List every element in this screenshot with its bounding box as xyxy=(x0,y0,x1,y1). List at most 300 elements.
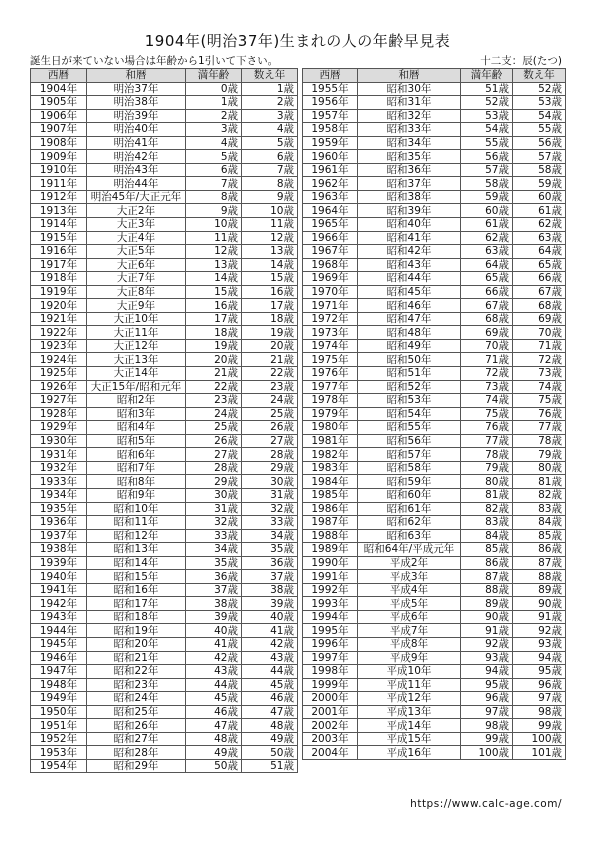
cell-japanese-era: 明治45年/大正元年 xyxy=(87,190,186,204)
cell-counted-age: 28歳 xyxy=(242,448,298,462)
cell-counted-age: 81歳 xyxy=(513,475,566,489)
cell-full-age: 47歳 xyxy=(186,719,242,733)
page-title: 1904年(明治37年)生まれの人の年齢早見表 xyxy=(144,32,451,50)
cell-japanese-era: 大正7年 xyxy=(87,272,186,286)
cell-japanese-era: 昭和28年 xyxy=(87,746,186,760)
table-row xyxy=(303,651,566,665)
cell-japanese-era: 昭和55年 xyxy=(358,421,461,435)
cell-japanese-era: 昭和39年 xyxy=(358,204,461,218)
cell-western-year: 1950年 xyxy=(31,705,87,719)
cell-full-age: 98歳 xyxy=(461,719,513,733)
cell-counted-age: 66歳 xyxy=(513,272,566,286)
cell-counted-age: 36歳 xyxy=(242,556,298,570)
cell-japanese-era: 昭和49年 xyxy=(358,339,461,353)
zodiac-label: 十二支：辰(たつ) xyxy=(480,55,562,67)
table-row xyxy=(31,96,298,110)
cell-western-year: 1984年 xyxy=(303,475,358,489)
cell-western-year: 2001年 xyxy=(303,705,358,719)
table-row xyxy=(31,502,298,516)
cell-full-age: 81歳 xyxy=(461,488,513,502)
cell-counted-age: 54歳 xyxy=(513,109,566,123)
cell-full-age: 63歳 xyxy=(461,245,513,259)
table-row xyxy=(303,502,566,516)
cell-full-age: 36歳 xyxy=(186,570,242,584)
cell-japanese-era: 昭和6年 xyxy=(87,448,186,462)
table-row xyxy=(31,543,298,557)
cell-western-year: 1958年 xyxy=(303,123,358,137)
cell-japanese-era: 昭和34年 xyxy=(358,136,461,150)
cell-japanese-era: 昭和22年 xyxy=(87,665,186,679)
table-row xyxy=(31,136,298,150)
cell-japanese-era: 昭和51年 xyxy=(358,367,461,381)
cell-counted-age: 12歳 xyxy=(242,231,298,245)
cell-japanese-era: 平成2年 xyxy=(358,556,461,570)
cell-full-age: 58歳 xyxy=(461,177,513,191)
cell-japanese-era: 昭和42年 xyxy=(358,245,461,259)
cell-japanese-era: 昭和25年 xyxy=(87,705,186,719)
cell-counted-age: 61歳 xyxy=(513,204,566,218)
cell-japanese-era: 昭和9年 xyxy=(87,488,186,502)
cell-full-age: 21歳 xyxy=(186,367,242,381)
cell-japanese-era: 平成8年 xyxy=(358,637,461,651)
cell-counted-age: 65歳 xyxy=(513,258,566,272)
cell-full-age: 76歳 xyxy=(461,421,513,435)
cell-counted-age: 75歳 xyxy=(513,394,566,408)
table-row xyxy=(303,610,566,624)
cell-japanese-era: 昭和59年 xyxy=(358,475,461,489)
cell-western-year: 1935年 xyxy=(31,502,87,516)
cell-western-year: 1989年 xyxy=(303,543,358,557)
header-counted-age: 数え年 xyxy=(513,69,566,83)
cell-full-age: 54歳 xyxy=(461,123,513,137)
cell-counted-age: 94歳 xyxy=(513,651,566,665)
table-row xyxy=(303,624,566,638)
cell-japanese-era: 昭和30年 xyxy=(358,82,461,96)
table-row xyxy=(31,583,298,597)
cell-full-age: 24歳 xyxy=(186,407,242,421)
cell-counted-age: 77歳 xyxy=(513,421,566,435)
cell-full-age: 75歳 xyxy=(461,407,513,421)
cell-western-year: 1947年 xyxy=(31,665,87,679)
cell-full-age: 12歳 xyxy=(186,245,242,259)
cell-counted-age: 86歳 xyxy=(513,543,566,557)
cell-full-age: 60歳 xyxy=(461,204,513,218)
cell-counted-age: 51歳 xyxy=(242,759,298,773)
cell-full-age: 55歳 xyxy=(461,136,513,150)
cell-full-age: 29歳 xyxy=(186,475,242,489)
header-western-year: 西暦 xyxy=(31,69,87,83)
header-japanese-era: 和暦 xyxy=(358,69,461,83)
cell-western-year: 1920年 xyxy=(31,299,87,313)
cell-full-age: 83歳 xyxy=(461,516,513,530)
cell-japanese-era: 昭和35年 xyxy=(358,150,461,164)
cell-western-year: 1922年 xyxy=(31,326,87,340)
cell-counted-age: 95歳 xyxy=(513,665,566,679)
table-row xyxy=(303,231,566,245)
cell-western-year: 1972年 xyxy=(303,312,358,326)
table-row xyxy=(31,285,298,299)
cell-counted-age: 46歳 xyxy=(242,692,298,706)
cell-counted-age: 26歳 xyxy=(242,421,298,435)
cell-western-year: 1906年 xyxy=(31,109,87,123)
cell-western-year: 1917年 xyxy=(31,258,87,272)
cell-full-age: 41歳 xyxy=(186,637,242,651)
cell-counted-age: 72歳 xyxy=(513,353,566,367)
cell-counted-age: 7歳 xyxy=(242,163,298,177)
cell-full-age: 99歳 xyxy=(461,732,513,746)
cell-counted-age: 30歳 xyxy=(242,475,298,489)
table-row xyxy=(31,367,298,381)
cell-counted-age: 53歳 xyxy=(513,96,566,110)
cell-counted-age: 2歳 xyxy=(242,96,298,110)
cell-full-age: 70歳 xyxy=(461,339,513,353)
cell-full-age: 53歳 xyxy=(461,109,513,123)
table-row xyxy=(31,353,298,367)
cell-western-year: 1955年 xyxy=(303,82,358,96)
cell-counted-age: 8歳 xyxy=(242,177,298,191)
birthday-note: 誕生日が来ていない場合は年齢から1引いて下さい。 xyxy=(30,55,279,67)
table-row xyxy=(303,367,566,381)
cell-full-age: 44歳 xyxy=(186,678,242,692)
table-row xyxy=(303,719,566,733)
cell-japanese-era: 明治38年 xyxy=(87,96,186,110)
cell-full-age: 50歳 xyxy=(186,759,242,773)
cell-japanese-era: 昭和38年 xyxy=(358,190,461,204)
table-row xyxy=(303,407,566,421)
cell-counted-age: 50歳 xyxy=(242,746,298,760)
cell-counted-age: 90歳 xyxy=(513,597,566,611)
cell-japanese-era: 昭和43年 xyxy=(358,258,461,272)
table-row xyxy=(31,123,298,137)
cell-japanese-era: 大正6年 xyxy=(87,258,186,272)
cell-full-age: 93歳 xyxy=(461,651,513,665)
cell-counted-age: 42歳 xyxy=(242,637,298,651)
cell-counted-age: 3歳 xyxy=(242,109,298,123)
table-row xyxy=(31,488,298,502)
table-row xyxy=(303,136,566,150)
cell-full-age: 59歳 xyxy=(461,190,513,204)
cell-japanese-era: 明治41年 xyxy=(87,136,186,150)
cell-japanese-era: 明治44年 xyxy=(87,177,186,191)
table-row xyxy=(303,705,566,719)
cell-western-year: 1998年 xyxy=(303,665,358,679)
cell-japanese-era: 昭和13年 xyxy=(87,543,186,557)
cell-full-age: 25歳 xyxy=(186,421,242,435)
cell-western-year: 1911年 xyxy=(31,177,87,191)
cell-counted-age: 101歳 xyxy=(513,746,566,760)
table-row xyxy=(31,380,298,394)
cell-counted-age: 11歳 xyxy=(242,218,298,232)
cell-counted-age: 64歳 xyxy=(513,245,566,259)
cell-western-year: 1999年 xyxy=(303,678,358,692)
cell-counted-age: 89歳 xyxy=(513,583,566,597)
cell-western-year: 1988年 xyxy=(303,529,358,543)
table-row xyxy=(303,421,566,435)
cell-western-year: 1965年 xyxy=(303,218,358,232)
cell-counted-age: 18歳 xyxy=(242,312,298,326)
table-row xyxy=(303,258,566,272)
table-row xyxy=(31,272,298,286)
cell-japanese-era: 昭和62年 xyxy=(358,516,461,530)
cell-full-age: 28歳 xyxy=(186,461,242,475)
table-row xyxy=(31,218,298,232)
table-row xyxy=(303,732,566,746)
cell-western-year: 1982年 xyxy=(303,448,358,462)
cell-western-year: 1940年 xyxy=(31,570,87,584)
cell-western-year: 1967年 xyxy=(303,245,358,259)
cell-counted-age: 87歳 xyxy=(513,556,566,570)
cell-japanese-era: 平成7年 xyxy=(358,624,461,638)
cell-counted-age: 69歳 xyxy=(513,312,566,326)
cell-japanese-era: 昭和50年 xyxy=(358,353,461,367)
cell-full-age: 68歳 xyxy=(461,312,513,326)
table-row xyxy=(31,461,298,475)
table-row xyxy=(31,299,298,313)
cell-western-year: 1949年 xyxy=(31,692,87,706)
site-url[interactable]: https://www.calc-age.com/ xyxy=(410,798,562,810)
table-row xyxy=(303,380,566,394)
cell-counted-age: 68歳 xyxy=(513,299,566,313)
cell-japanese-era: 昭和16年 xyxy=(87,583,186,597)
cell-japanese-era: 平成5年 xyxy=(358,597,461,611)
cell-japanese-era: 昭和2年 xyxy=(87,394,186,408)
cell-counted-age: 67歳 xyxy=(513,285,566,299)
cell-japanese-era: 昭和23年 xyxy=(87,678,186,692)
cell-counted-age: 35歳 xyxy=(242,543,298,557)
cell-western-year: 1991年 xyxy=(303,570,358,584)
cell-full-age: 62歳 xyxy=(461,231,513,245)
table-row xyxy=(303,488,566,502)
cell-western-year: 1916年 xyxy=(31,245,87,259)
table-row xyxy=(303,746,566,760)
cell-western-year: 1934年 xyxy=(31,488,87,502)
cell-counted-age: 38歳 xyxy=(242,583,298,597)
cell-western-year: 1945年 xyxy=(31,637,87,651)
cell-full-age: 88歳 xyxy=(461,583,513,597)
cell-counted-age: 31歳 xyxy=(242,488,298,502)
cell-counted-age: 10歳 xyxy=(242,204,298,218)
cell-western-year: 1969年 xyxy=(303,272,358,286)
table-row xyxy=(31,759,298,773)
cell-counted-age: 14歳 xyxy=(242,258,298,272)
cell-western-year: 1976年 xyxy=(303,367,358,381)
cell-western-year: 1959年 xyxy=(303,136,358,150)
cell-japanese-era: 大正2年 xyxy=(87,204,186,218)
table-row xyxy=(31,163,298,177)
cell-counted-age: 73歳 xyxy=(513,367,566,381)
cell-western-year: 1952年 xyxy=(31,732,87,746)
table-row xyxy=(31,556,298,570)
cell-japanese-era: 昭和40年 xyxy=(358,218,461,232)
cell-western-year: 1993年 xyxy=(303,597,358,611)
cell-full-age: 92歳 xyxy=(461,637,513,651)
table-row xyxy=(31,394,298,408)
cell-full-age: 27歳 xyxy=(186,448,242,462)
cell-japanese-era: 大正13年 xyxy=(87,353,186,367)
cell-full-age: 74歳 xyxy=(461,394,513,408)
cell-western-year: 1957年 xyxy=(303,109,358,123)
cell-western-year: 2004年 xyxy=(303,746,358,760)
cell-western-year: 1904年 xyxy=(31,82,87,96)
header-western-year: 西暦 xyxy=(303,69,358,83)
cell-counted-age: 33歳 xyxy=(242,516,298,530)
cell-counted-age: 74歳 xyxy=(513,380,566,394)
cell-full-age: 65歳 xyxy=(461,272,513,286)
table-row xyxy=(303,353,566,367)
age-table-right xyxy=(302,68,566,760)
cell-japanese-era: 昭和53年 xyxy=(358,394,461,408)
cell-western-year: 1910年 xyxy=(31,163,87,177)
cell-japanese-era: 昭和32年 xyxy=(358,109,461,123)
cell-counted-age: 13歳 xyxy=(242,245,298,259)
cell-japanese-era: 大正10年 xyxy=(87,312,186,326)
cell-western-year: 1986年 xyxy=(303,502,358,516)
cell-full-age: 33歳 xyxy=(186,529,242,543)
table-row xyxy=(31,82,298,96)
cell-japanese-era: 昭和44年 xyxy=(358,272,461,286)
cell-full-age: 80歳 xyxy=(461,475,513,489)
cell-western-year: 1921年 xyxy=(31,312,87,326)
cell-western-year: 1915年 xyxy=(31,231,87,245)
cell-japanese-era: 平成11年 xyxy=(358,678,461,692)
cell-japanese-era: 平成4年 xyxy=(358,583,461,597)
cell-counted-age: 24歳 xyxy=(242,394,298,408)
table-row xyxy=(31,692,298,706)
cell-western-year: 1956年 xyxy=(303,96,358,110)
age-table-right-body xyxy=(303,82,566,759)
cell-counted-age: 88歳 xyxy=(513,570,566,584)
cell-counted-age: 79歳 xyxy=(513,448,566,462)
cell-western-year: 1937年 xyxy=(31,529,87,543)
table-row xyxy=(31,624,298,638)
cell-japanese-era: 平成14年 xyxy=(358,719,461,733)
age-table-left-body xyxy=(31,82,298,773)
table-row xyxy=(31,610,298,624)
table-row xyxy=(31,637,298,651)
cell-counted-age: 76歳 xyxy=(513,407,566,421)
cell-japanese-era: 昭和56年 xyxy=(358,434,461,448)
cell-japanese-era: 明治43年 xyxy=(87,163,186,177)
table-row xyxy=(303,245,566,259)
cell-counted-age: 49歳 xyxy=(242,732,298,746)
cell-full-age: 39歳 xyxy=(186,610,242,624)
cell-western-year: 1913年 xyxy=(31,204,87,218)
cell-full-age: 52歳 xyxy=(461,96,513,110)
cell-counted-age: 37歳 xyxy=(242,570,298,584)
cell-western-year: 1994年 xyxy=(303,610,358,624)
cell-japanese-era: 昭和12年 xyxy=(87,529,186,543)
cell-full-age: 15歳 xyxy=(186,285,242,299)
cell-japanese-era: 昭和33年 xyxy=(358,123,461,137)
cell-japanese-era: 昭和47年 xyxy=(358,312,461,326)
cell-western-year: 1995年 xyxy=(303,624,358,638)
cell-western-year: 1938年 xyxy=(31,543,87,557)
cell-japanese-era: 昭和58年 xyxy=(358,461,461,475)
cell-full-age: 77歳 xyxy=(461,434,513,448)
cell-full-age: 78歳 xyxy=(461,448,513,462)
cell-western-year: 1943年 xyxy=(31,610,87,624)
table-row xyxy=(31,245,298,259)
cell-full-age: 85歳 xyxy=(461,543,513,557)
cell-counted-age: 45歳 xyxy=(242,678,298,692)
cell-counted-age: 20歳 xyxy=(242,339,298,353)
cell-full-age: 31歳 xyxy=(186,502,242,516)
table-row xyxy=(31,570,298,584)
table-row xyxy=(303,516,566,530)
cell-full-age: 91歳 xyxy=(461,624,513,638)
cell-counted-age: 23歳 xyxy=(242,380,298,394)
table-row xyxy=(31,231,298,245)
table-row xyxy=(303,312,566,326)
cell-western-year: 1990年 xyxy=(303,556,358,570)
cell-western-year: 1914年 xyxy=(31,218,87,232)
cell-western-year: 1966年 xyxy=(303,231,358,245)
cell-japanese-era: 昭和46年 xyxy=(358,299,461,313)
cell-western-year: 1997年 xyxy=(303,651,358,665)
table-row xyxy=(303,326,566,340)
table-row xyxy=(303,123,566,137)
table-row xyxy=(303,96,566,110)
table-row xyxy=(303,218,566,232)
cell-western-year: 1987年 xyxy=(303,516,358,530)
cell-full-age: 64歳 xyxy=(461,258,513,272)
cell-western-year: 1912年 xyxy=(31,190,87,204)
cell-western-year: 1927年 xyxy=(31,394,87,408)
table-row xyxy=(303,556,566,570)
cell-full-age: 9歳 xyxy=(186,204,242,218)
cell-full-age: 13歳 xyxy=(186,258,242,272)
table-row xyxy=(303,109,566,123)
cell-western-year: 1961年 xyxy=(303,163,358,177)
cell-counted-age: 70歳 xyxy=(513,326,566,340)
cell-full-age: 100歳 xyxy=(461,746,513,760)
table-row xyxy=(303,570,566,584)
cell-western-year: 1960年 xyxy=(303,150,358,164)
cell-japanese-era: 昭和54年 xyxy=(358,407,461,421)
cell-western-year: 1980年 xyxy=(303,421,358,435)
table-row xyxy=(303,637,566,651)
cell-japanese-era: 大正5年 xyxy=(87,245,186,259)
age-table-left xyxy=(30,68,298,773)
cell-full-age: 73歳 xyxy=(461,380,513,394)
cell-counted-age: 97歳 xyxy=(513,692,566,706)
cell-western-year: 1964年 xyxy=(303,204,358,218)
cell-counted-age: 5歳 xyxy=(242,136,298,150)
table-row xyxy=(303,475,566,489)
table-row xyxy=(303,82,566,96)
cell-japanese-era: 昭和41年 xyxy=(358,231,461,245)
cell-japanese-era: 昭和27年 xyxy=(87,732,186,746)
cell-full-age: 32歳 xyxy=(186,516,242,530)
cell-counted-age: 25歳 xyxy=(242,407,298,421)
cell-full-age: 38歳 xyxy=(186,597,242,611)
table-row xyxy=(31,204,298,218)
cell-japanese-era: 大正3年 xyxy=(87,218,186,232)
cell-japanese-era: 昭和21年 xyxy=(87,651,186,665)
cell-full-age: 26歳 xyxy=(186,434,242,448)
cell-western-year: 1963年 xyxy=(303,190,358,204)
cell-western-year: 1931年 xyxy=(31,448,87,462)
cell-counted-age: 84歳 xyxy=(513,516,566,530)
cell-counted-age: 16歳 xyxy=(242,285,298,299)
cell-western-year: 1983年 xyxy=(303,461,358,475)
table-row xyxy=(31,190,298,204)
cell-counted-age: 6歳 xyxy=(242,150,298,164)
cell-counted-age: 15歳 xyxy=(242,272,298,286)
cell-western-year: 1929年 xyxy=(31,421,87,435)
cell-full-age: 4歳 xyxy=(186,136,242,150)
cell-japanese-era: 昭和17年 xyxy=(87,597,186,611)
